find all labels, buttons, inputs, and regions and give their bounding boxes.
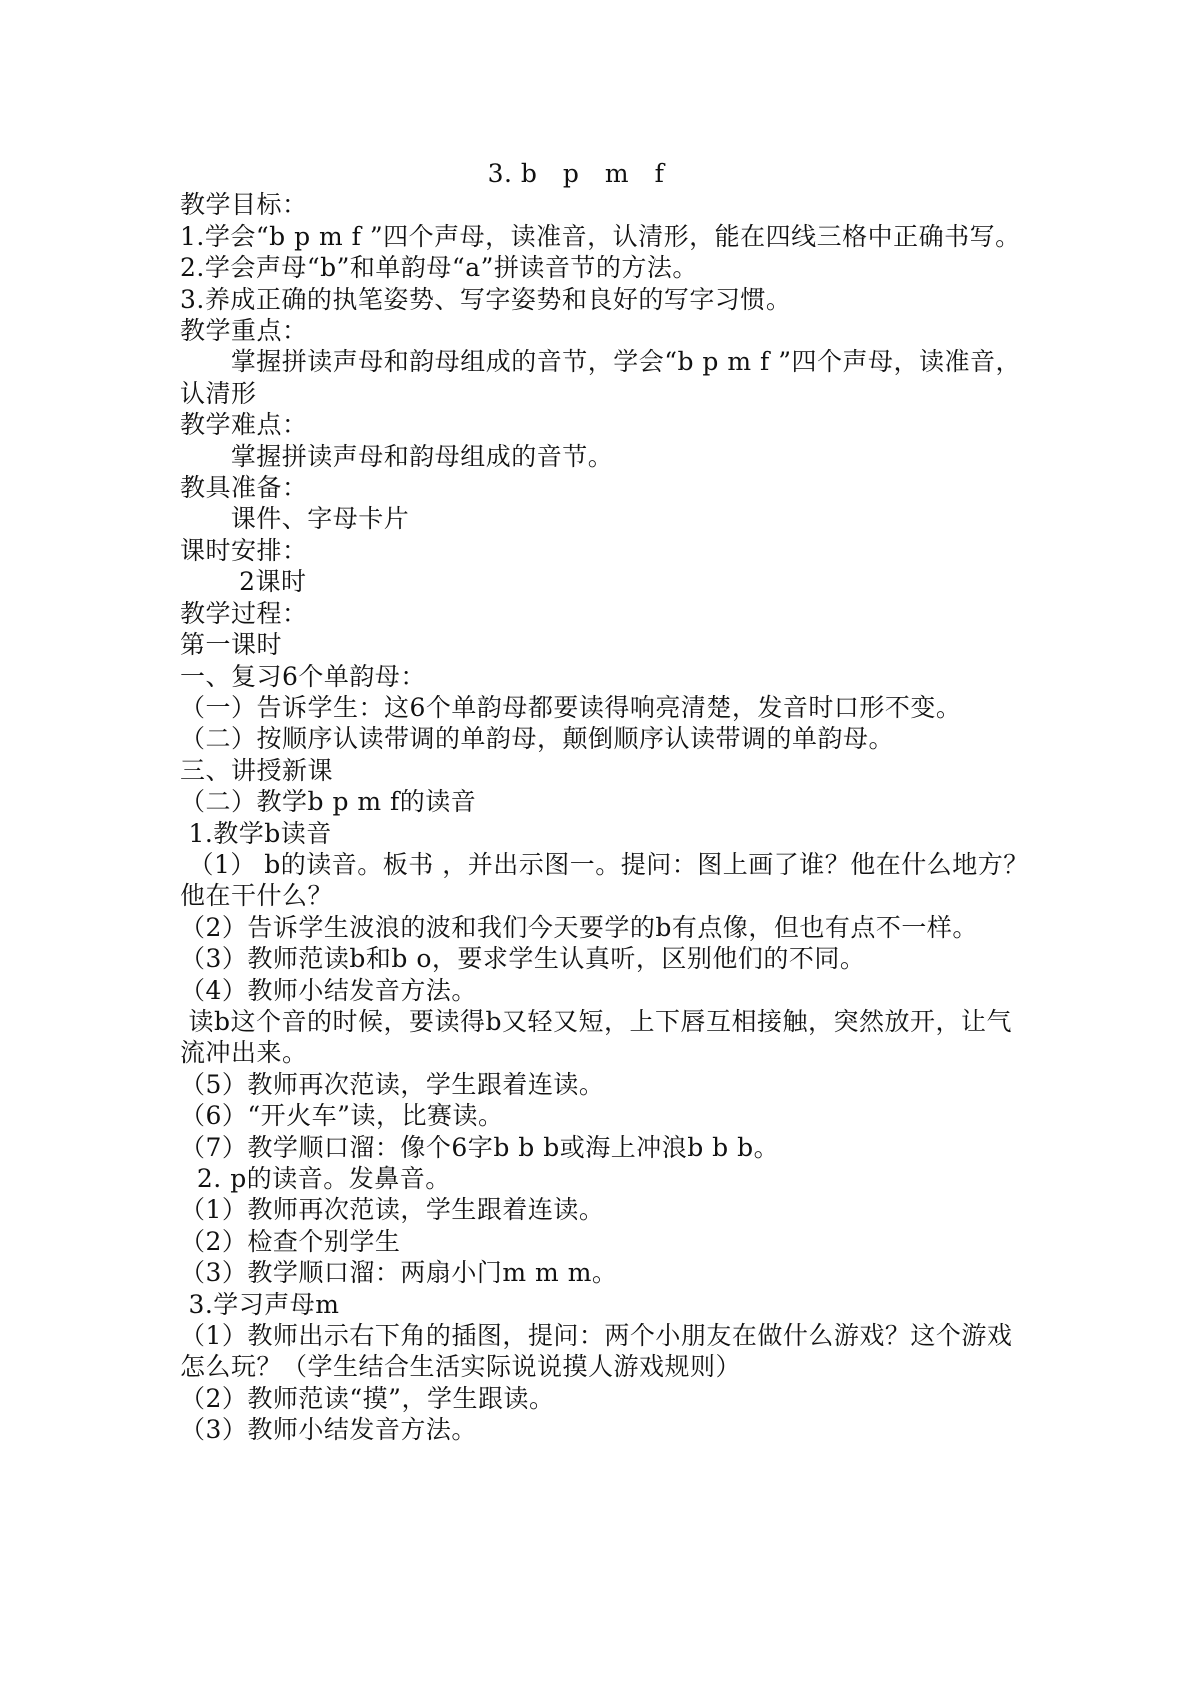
process-item: 1.教学b读音 xyxy=(180,818,332,848)
process-step-new-lesson: 三、讲授新课 xyxy=(180,755,334,785)
process-item: 2. p的读音。发鼻音。 xyxy=(180,1164,451,1193)
process-substep: （3）教师小结发音方法。 xyxy=(180,1415,477,1445)
objective-item-3: 3.养成正确的执笔姿势、写字姿势和良好的写字习惯。 xyxy=(180,284,792,314)
objective-item-1: 1.学会“b p m f ”四个声母，读准音，认清形，能在四线三格中正确书写。 xyxy=(180,221,1021,251)
difficulties-text: 掌握拼读声母和韵母组成的音节。 xyxy=(180,441,614,471)
schedule-text: 2课时 xyxy=(180,567,307,597)
section-heading-process: 教学过程： xyxy=(180,598,308,628)
process-paragraph: 读b这个音的时候，要读得b又轻又短，上下唇互相接触，突然放开，让气流冲出来。 xyxy=(180,1006,1012,1068)
lesson-title: 3. b p m f xyxy=(487,159,665,188)
document-body xyxy=(180,158,1030,1446)
process-substep: （3）教学顺口溜：两扇小门m m m。 xyxy=(180,1258,618,1288)
process-substep: （2）检查个别学生 xyxy=(180,1226,401,1256)
lesson-period-heading: 第一课时 xyxy=(180,630,283,660)
section-heading-materials: 教具准备： xyxy=(180,473,308,503)
key-points-text: 掌握拼读声母和韵母组成的音节，学会“b p m f ”四个声母，读准音，认清形 xyxy=(180,347,1022,408)
process-substep: （二）教学b p m f的读音 xyxy=(180,787,477,817)
section-heading-key-points: 教学重点： xyxy=(180,316,308,346)
process-substep: （6）“开火车”读，比赛读。 xyxy=(180,1101,504,1131)
process-substep: （7）教学顺口溜：像个6字b b b或海上冲浪b b b。 xyxy=(180,1132,780,1162)
section-heading-objectives: 教学目标： xyxy=(180,190,308,220)
process-substep: （二）按顺序认读带调的单韵母，颠倒顺序认读带调的单韵母。 xyxy=(180,724,895,754)
section-heading-difficulties: 教学难点： xyxy=(180,410,308,440)
process-substep: （2）告诉学生波浪的波和我们今天要学的b有点像，但也有点不一样。 xyxy=(180,912,978,942)
process-substep: （1） b的读音。板书 ，并出示图一。提问：图上画了谁？他在什么地方？他在干什么？ xyxy=(180,849,1029,911)
objective-item-2: 2.学会声母“b”和单韵母“a”拼读音节的方法。 xyxy=(180,253,698,283)
process-substep: （3）教师范读b和b o，要求学生认真听，区别他们的不同。 xyxy=(180,944,866,974)
process-substep: （2）教师范读“摸”，学生跟读。 xyxy=(180,1383,555,1413)
process-substep: （1）教师出示右下角的插图，提问：两个小朋友在做什么游戏？这个游戏怎么玩？（学生结合生活实际说说摸人游戏规则） xyxy=(180,1321,1013,1382)
process-item: 3.学习声母m xyxy=(180,1289,340,1319)
process-step-review: 一、复习6个单韵母： xyxy=(180,661,426,691)
process-substep: （1）教师再次范读，学生跟着连读。 xyxy=(180,1195,605,1225)
section-heading-schedule: 课时安排： xyxy=(180,535,308,565)
process-substep: （4）教师小结发音方法。 xyxy=(180,975,477,1005)
process-substep: （5）教师再次范读，学生跟着连读。 xyxy=(180,1069,605,1099)
process-substep: （一）告诉学生：这6个单韵母都要读得响亮清楚，发音时口形不变。 xyxy=(180,692,962,722)
materials-text: 课件、字母卡片 xyxy=(180,504,410,534)
